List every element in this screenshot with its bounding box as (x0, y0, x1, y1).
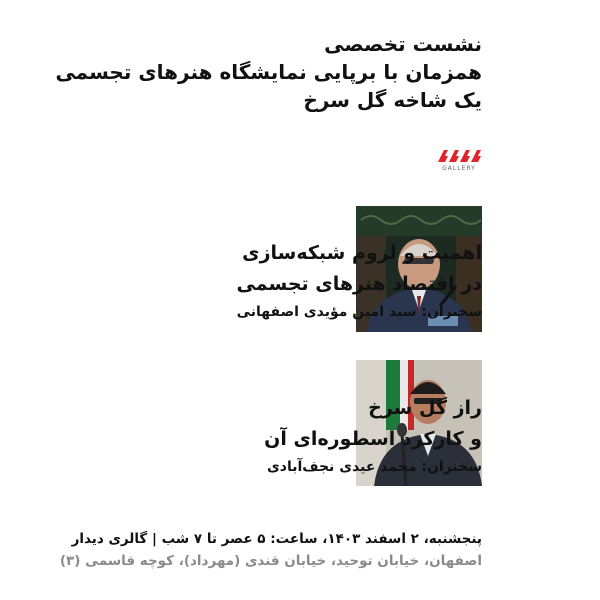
gallery-logo-mark (436, 150, 482, 162)
talk-1-title-line-1: اهمیت و لزوم شبکه‌سازی (242, 242, 482, 264)
title-line-2: همزمان با برپایی نمایشگاه هنرهای تجسمی (55, 60, 482, 84)
talk-2-title-line-2: و کارکرد اسطوره‌ای آن (264, 428, 482, 450)
gallery-logo (436, 150, 482, 180)
event-date-time-venue: پنجشنبه، ۲ اسفند ۱۴۰۳، ساعت: ۵ عصر تا ۷ شب | گالری دیدار (71, 531, 482, 547)
poster-title (55, 30, 482, 114)
title-line-3: یک شاخه گل سرخ (303, 88, 482, 112)
talk-2-title-line-1: راز گل سرخ (368, 397, 482, 419)
event-details (59, 528, 482, 572)
talk-2-speaker: سخنران: محمد عیدی نجف‌آبادی (266, 459, 482, 475)
gallery-logo-text: GALLERY (442, 165, 476, 172)
talk-2 (172, 393, 482, 479)
event-address: اصفهان، خیابان توحید، خیابان قندی (مهرداد)، کوچه قاسمی (۳) (59, 553, 482, 569)
talk-1-title-line-2: در اقتصاد هنرهای تجسمی (236, 273, 482, 295)
talk-1 (172, 238, 482, 324)
title-line-1: نشست تخصصی (324, 32, 482, 56)
talk-1-speaker: سخنران: سید امین مؤیدی اصفهانی (236, 304, 482, 320)
